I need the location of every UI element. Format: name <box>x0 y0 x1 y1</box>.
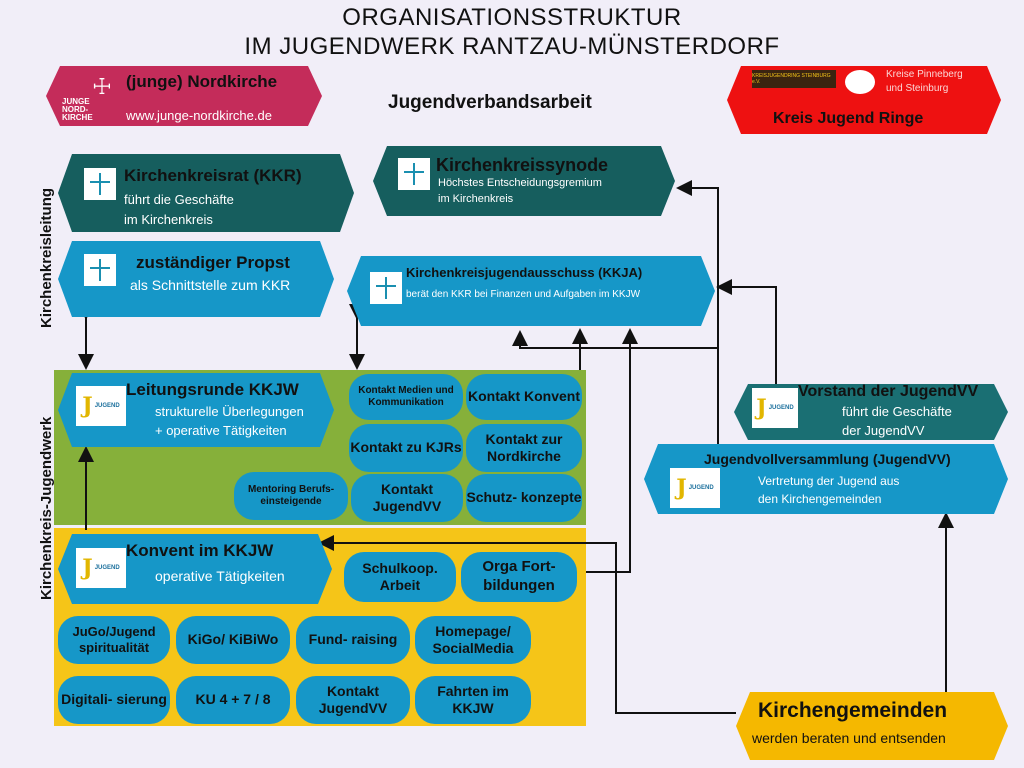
propst-sub1: als Schnittstelle zum KKR <box>130 277 291 293</box>
side-label-jugendwerk: Kirchenkreis-Jugendwerk <box>38 416 55 600</box>
cross-icon <box>84 254 116 286</box>
pill-fahrten: Fahrten im KKJW <box>415 676 531 724</box>
cross-icon <box>370 272 402 304</box>
synode-sub2: im Kirchenkreis <box>438 193 514 205</box>
leitungsrunde-sub1: strukturelle Überlegungen <box>155 404 304 419</box>
kkr-title: Kirchenkreisrat (KKR) <box>124 166 302 185</box>
nordkirche-url[interactable]: www.junge-nordkirche.de <box>126 108 272 123</box>
leitungsrunde-title: Leitungsrunde KKJW <box>126 380 299 399</box>
vorstand-title: Vorstand der JugendVV <box>798 383 979 400</box>
kirchengemeinden-sub1: werden beraten und entsenden <box>752 730 946 746</box>
jugendvv-title: Jugendvollversammlung (JugendVV) <box>704 451 951 467</box>
pill-kontakt-konvent: Kontakt Konvent <box>466 374 582 420</box>
pill-jugo: JuGo/Jugend spiritualität <box>58 616 170 664</box>
page-title-line2: IM JUGENDWERK RANTZAU-MÜNSTERDORF <box>244 33 780 60</box>
pill-orga-fortbildungen: Orga Fort- bildungen <box>461 552 577 602</box>
cross-icon: ☩ <box>92 74 112 99</box>
pill-kontakt-jugendvv-yellow: Kontakt JugendVV <box>296 676 410 724</box>
pill-ku: KU 4 + 7 / 8 <box>176 676 290 724</box>
pill-kontakt-nordkirche: Kontakt zur Nordkirche <box>466 424 582 472</box>
cross-icon <box>84 168 116 200</box>
kjr-circle-logo <box>845 70 875 94</box>
pill-kontakt-medien: Kontakt Medien und Kommunikation <box>349 374 463 420</box>
propst-title: zuständiger Propst <box>136 253 290 272</box>
konvent-sub1: operative Tätigkeiten <box>155 568 285 584</box>
leitungsrunde-sub2: + operative Tätigkeiten <box>155 423 287 438</box>
jugendwerk-logo: J JUGEND <box>752 388 798 428</box>
side-label-leitung: Kirchenkreisleitung <box>38 187 55 328</box>
kjr-title: Kreis Jugend Ringe <box>773 110 924 127</box>
kjr-note: Kreise Pinneberg und Steinburg <box>886 69 963 94</box>
konvent-title: Konvent im KKJW <box>126 541 274 560</box>
pill-digitalisierung: Digitali- sierung <box>58 676 170 724</box>
pill-mentoring: Mentoring Berufs- einsteigende <box>234 472 348 520</box>
synode-sub1: Höchstes Entscheidungsgremium <box>438 177 602 189</box>
pill-schutzkonzepte: Schutz- konzepte <box>466 474 582 522</box>
pill-kontakt-jugendvv: Kontakt JugendVV <box>351 474 463 522</box>
kjr-logo: KREISJUGENDRING STEINBURG e.V. <box>752 70 836 88</box>
jugendverbandsarbeit-label: Jugendverbandsarbeit <box>388 92 592 113</box>
kirchengemeinden-title: Kirchengemeinden <box>758 699 948 722</box>
nordkirche-title: (junge) Nordkirche <box>126 72 278 91</box>
kkja-title: Kirchenkreisjugendausschuss (KKJA) <box>406 265 643 280</box>
pill-fundraising: Fund- raising <box>296 616 410 664</box>
cross-icon <box>398 158 430 190</box>
jugendvv-sub2: den Kirchengemeinden <box>758 492 882 506</box>
kkr-sub2: im Kirchenkreis <box>124 212 213 227</box>
page-title-line1: ORGANISATIONSSTRUKTUR <box>342 4 682 31</box>
kkja-sub1: berät den KKR bei Finanzen und Aufgaben im KKJW <box>406 289 641 300</box>
nordkirche-logo <box>62 76 114 120</box>
jugendwerk-logo: J JUGEND <box>76 386 126 426</box>
jugendwerk-logo: J JUGEND <box>76 548 126 588</box>
kkr-sub1: führt die Geschäfte <box>124 192 234 207</box>
jugendvv-sub1: Vertretung der Jugend aus <box>758 474 900 488</box>
pill-homepage: Homepage/ SocialMedia <box>415 616 531 664</box>
nordkirche-logo-text: JUNGE NORD- KIRCHE <box>62 97 93 122</box>
pill-kigo: KiGo/ KiBiWo <box>176 616 290 664</box>
jugendwerk-logo: J JUGEND <box>670 468 720 508</box>
vorstand-sub2: der JugendVV <box>842 423 925 438</box>
vorstand-sub1: führt die Geschäfte <box>842 404 952 419</box>
pill-kontakt-kjrs: Kontakt zu KJRs <box>349 424 463 472</box>
pill-schulkoop: Schulkoop. Arbeit <box>344 552 456 602</box>
synode-title: Kirchenkreissynode <box>436 155 609 175</box>
